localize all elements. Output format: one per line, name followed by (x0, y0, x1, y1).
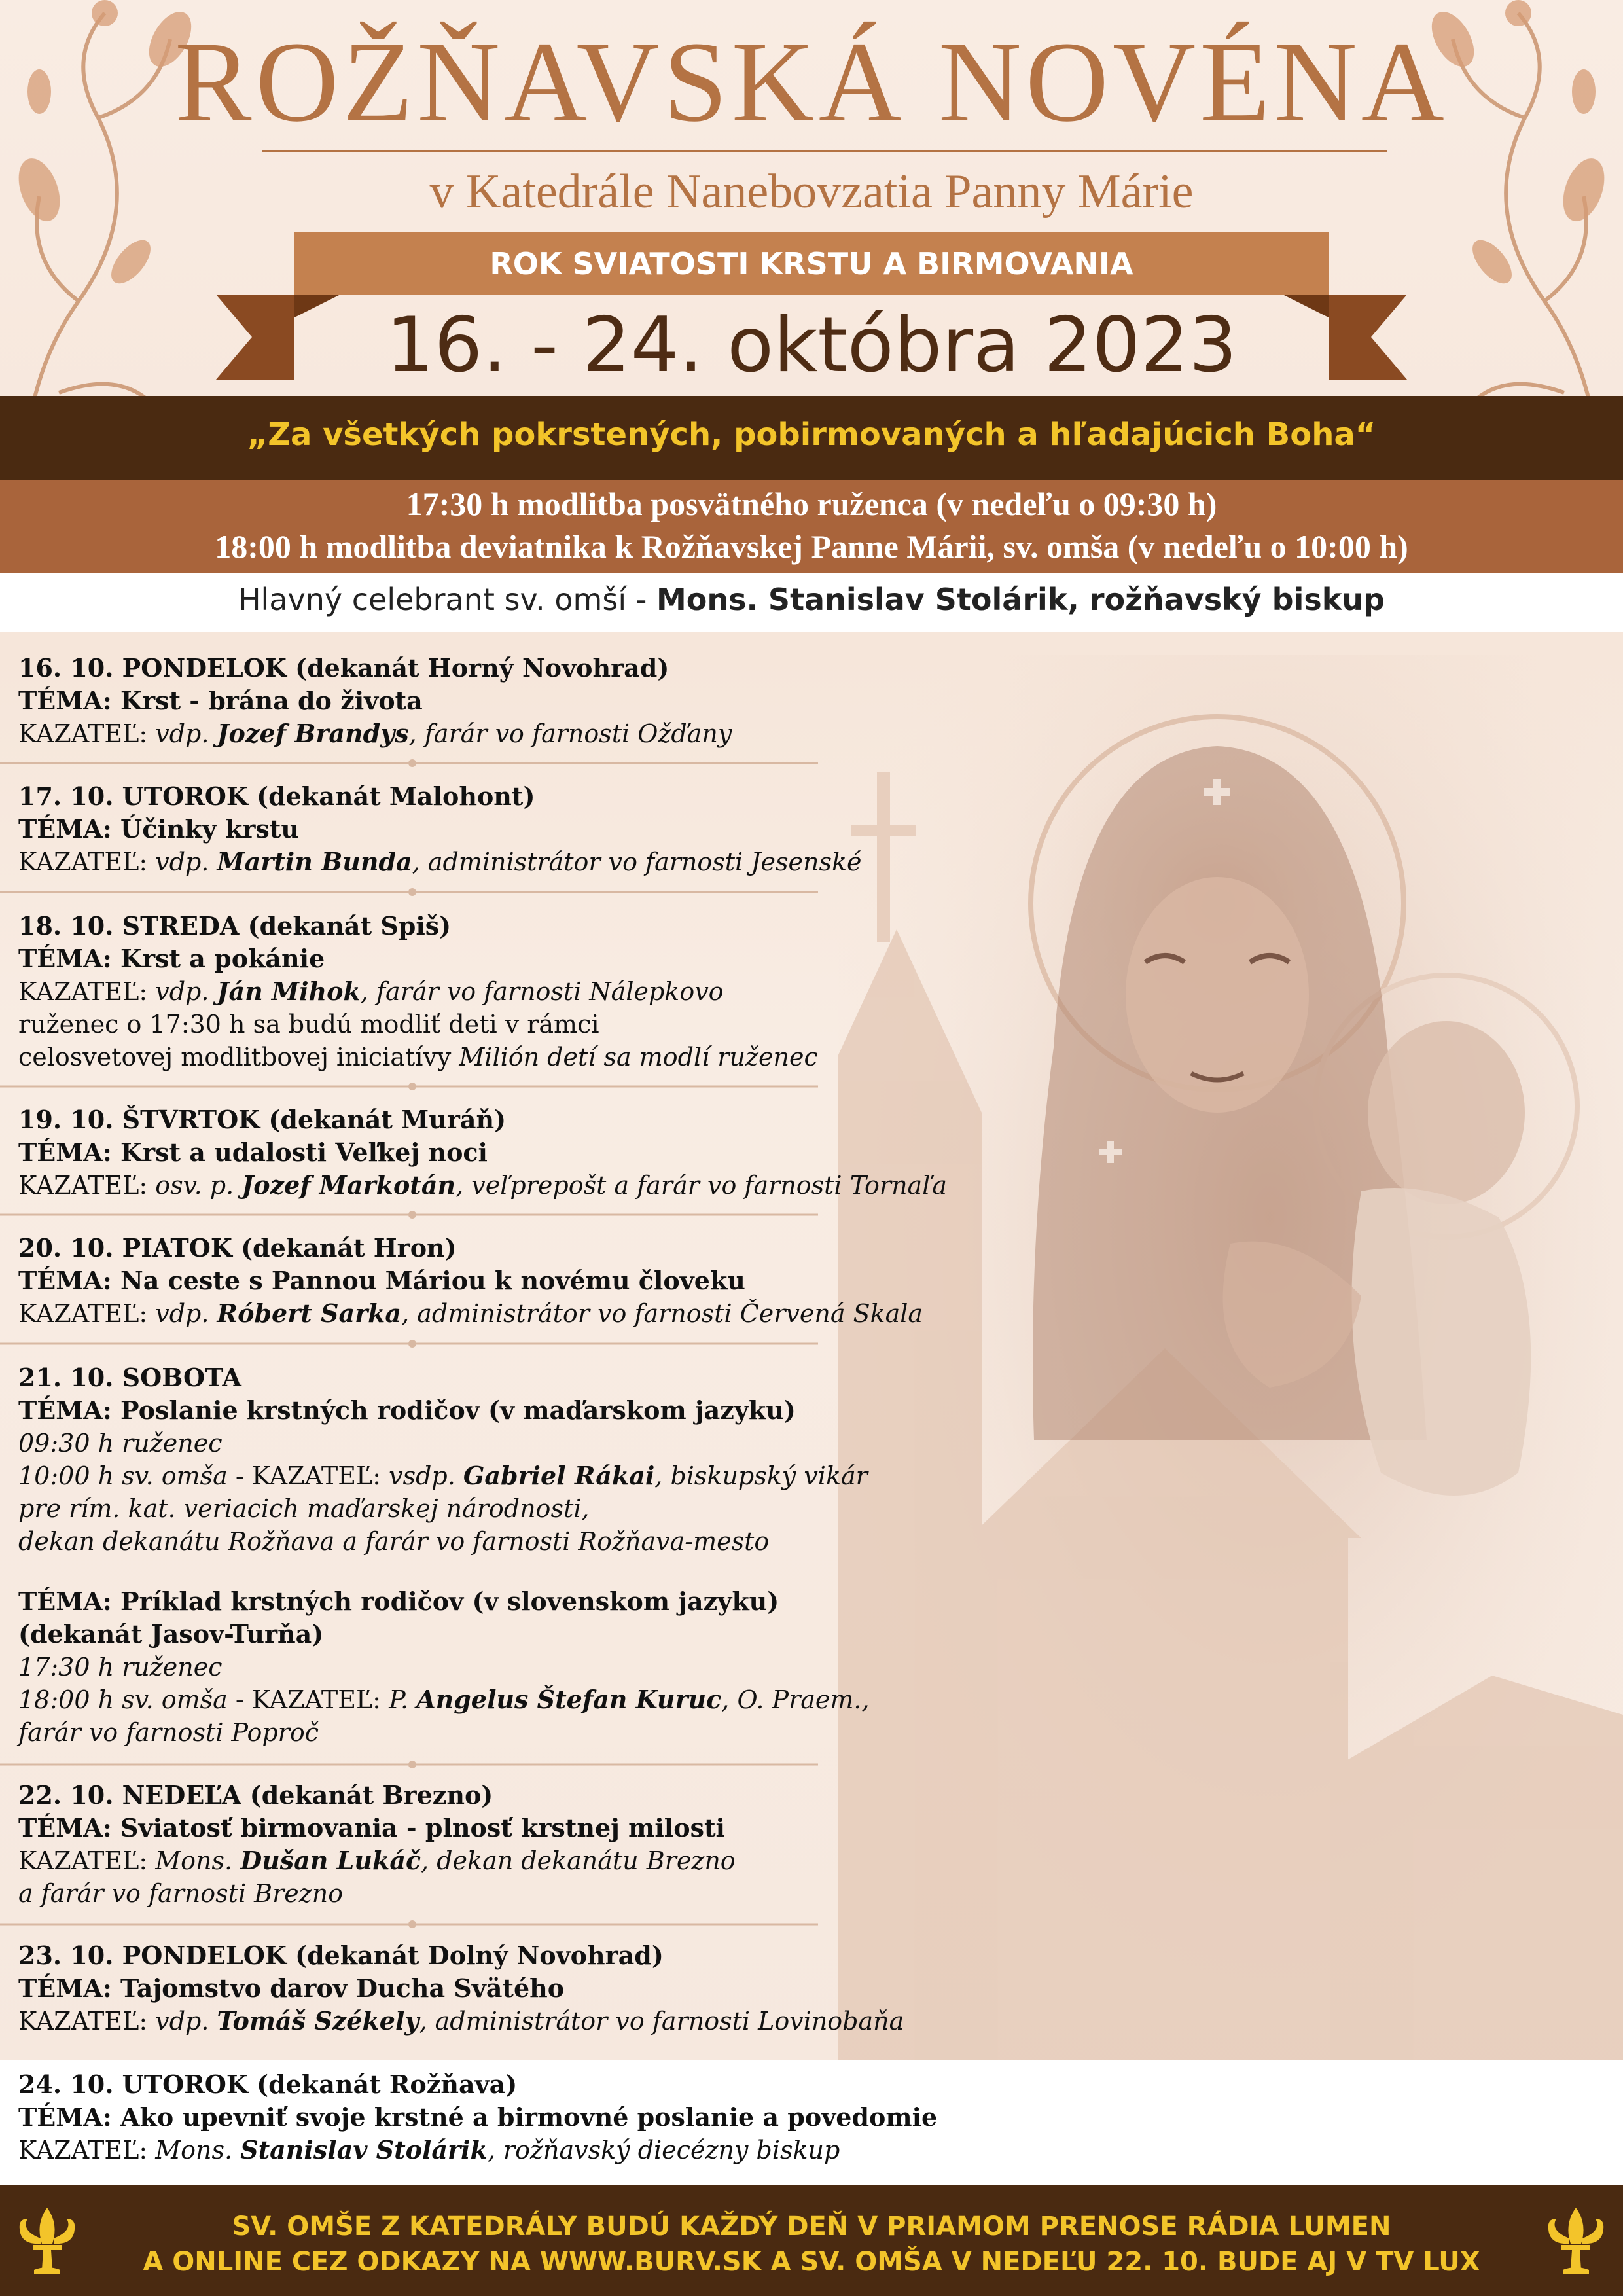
kazatel-role: , dekan dekanátu Brezno (421, 1846, 736, 1875)
kazatel-role: , O. Praem., (721, 1685, 870, 1714)
kazatel-role: , administrátor vo farnosti Červená Skala (401, 1299, 923, 1328)
kazatel-name: Gabriel Rákai (463, 1461, 655, 1490)
tema-label: TÉMA: (18, 686, 112, 715)
kazatel-label: KAZATEĽ: (18, 848, 148, 876)
poster-title: ROŽŇAVSKÁ NOVÉNA (175, 18, 1448, 146)
initiative-name: Milión detí sa modlí ruženec (459, 1043, 818, 1071)
kazatel-name: Angelus Štefan Kuruc (416, 1685, 722, 1714)
kazatel-role: , veľprepošt a farár vo farnosti Tornaľa (455, 1171, 948, 1200)
day-19-10 (18, 1103, 1000, 1202)
kazatel-name: Stanislav Stolárik (240, 2135, 488, 2164)
kazatel-name: Jozef Markotán (241, 1170, 456, 1200)
tema-deanery: (dekanát Jasov-Turňa) (18, 1619, 324, 1649)
kazatel-label: - KAZATEĽ: (227, 1685, 382, 1714)
tema-text: Krst a pokánie (111, 944, 325, 973)
kazatel-name: Jozef Brandys (217, 719, 409, 748)
tema-label: TÉMA: (18, 2102, 112, 2132)
ribbon-label: ROK SVIATOSTI KRSTU A BIRMOVANIA (490, 246, 1133, 281)
tema-text: Sviatosť birmovania - plnosť krstnej milosti (111, 1813, 725, 1842)
kazatel-title: P. (381, 1685, 417, 1714)
separator-line (0, 1210, 818, 1220)
day-heading: 18. 10. STREDA (dekanát Spiš) (18, 911, 452, 941)
kazatel-label: KAZATEĽ: (18, 1846, 148, 1875)
tema-text: Účinky krstu (111, 814, 299, 844)
kazatel-title: Mons. (147, 1846, 241, 1875)
day-heading: 24. 10. UTOROK (dekanát Rožňava) (18, 2070, 518, 2099)
separator-line (0, 1919, 818, 1929)
kazatel-name: Róbert Sarka (217, 1299, 402, 1328)
kazatel-role-cont: pre rím. kat. veriacich maďarskej národnosti, (18, 1494, 590, 1523)
kazatel-title: vdp. (147, 719, 217, 748)
day-heading: 20. 10. PIATOK (dekanát Hron) (18, 1233, 457, 1263)
separator-line (0, 1338, 818, 1349)
tema-label: TÉMA: (18, 1813, 112, 1842)
footer-line-2: A ONLINE CEZ ODKAZY NA WWW.BURV.SK A SV. OMŠA V NEDEĽU 22. 10. BUDE AJ V TV LUX (143, 2247, 1480, 2277)
kazatel-name: Ján Mihok (217, 977, 361, 1006)
rosary-note: ruženec o 17:30 h sa budú modliť deti v rámci (18, 1010, 599, 1039)
poster-subtitle: v Katedrále Nanebovzatia Panny Márie (429, 165, 1194, 219)
kazatel-title: osv. p. (147, 1171, 242, 1200)
tema-label: TÉMA: (18, 814, 112, 844)
kazatel-label: KAZATEĽ: (18, 1171, 148, 1200)
kazatel-role-cont: a farár vo farnosti Brezno (18, 1879, 344, 1908)
day-heading: 23. 10. PONDELOK (dekanát Dolný Novohrad) (18, 1941, 664, 1970)
day-24-10 (18, 2068, 1000, 2166)
kazatel-label: - KAZATEĽ: (227, 1462, 382, 1490)
day-heading: 16. 10. PONDELOK (dekanát Horný Novohrad) (18, 653, 669, 683)
day-heading: 21. 10. SOBOTA (18, 1363, 241, 1392)
kazatel-title: vdp. (147, 848, 217, 876)
kazatel-label: KAZATEĽ: (18, 719, 148, 748)
kazatel-name: Tomáš Székely (217, 2006, 419, 2036)
day-16-10 (18, 652, 1000, 750)
kazatel-role: , farár vo farnosti Ožďany (408, 719, 732, 748)
kazatel-role: , farár vo farnosti Nálepkovo (360, 977, 724, 1006)
tema-text: Poslanie krstných rodičov (v maďarskom jazyku) (111, 1395, 796, 1425)
day-22-10 (18, 1779, 1000, 1910)
kazatel-title: vdp. (147, 1299, 217, 1328)
mass-time: 10:00 h sv. omša (18, 1462, 228, 1490)
kazatel-role: , biskupský vikár (654, 1462, 868, 1490)
kazatel-title: vdp. (147, 2007, 217, 2036)
kazatel-role: , administrátor vo farnosti Jesenské (412, 848, 862, 876)
tema-text: Na ceste s Pannou Máriou k novému človeku (111, 1266, 745, 1295)
kazatel-title: vsdp. (381, 1462, 463, 1490)
day-heading: 17. 10. UTOROK (dekanát Malohont) (18, 781, 535, 811)
kazatel-label: KAZATEĽ: (18, 1299, 148, 1328)
tema-label: TÉMA: (18, 1138, 112, 1167)
day-21-10 (18, 1361, 1000, 1749)
kazatel-title: Mons. (147, 2136, 241, 2164)
kazatel-role: , administrátor vo farnosti Lovinobaňa (419, 2007, 904, 2036)
schedule-line-rosary: 17:30 h modlitba posvätného ruženca (v nedeľu o 09:30 h) (406, 486, 1217, 522)
celebrant-name: Mons. Stanislav Stolárik, rožňavský biskup (656, 582, 1385, 617)
tema-label: TÉMA: (18, 944, 112, 973)
day-heading: 22. 10. NEDEĽA (dekanát Brezno) (18, 1780, 493, 1810)
tema-label: TÉMA: (18, 1395, 112, 1425)
kazatel-label: KAZATEĽ: (18, 977, 148, 1006)
day-23-10 (18, 1939, 1000, 2037)
kazatel-label: KAZATEĽ: (18, 2136, 148, 2164)
day-18-10 (18, 910, 1000, 1073)
separator-line (0, 1081, 818, 1092)
mass-time: 18:00 h sv. omša (18, 1685, 228, 1714)
day-20-10 (18, 1232, 1000, 1330)
fleur-de-lis-icon (1543, 2204, 1609, 2276)
kazatel-role-cont: farár vo farnosti Poproč (18, 1718, 319, 1747)
kazatel-label: KAZATEĽ: (18, 2007, 148, 2036)
tema-text: Tajomstvo darov Ducha Svätého (111, 1973, 565, 2003)
tema-text: Príklad krstných rodičov (v slovenskom jazyku) (111, 1587, 779, 1616)
tema-text: Krst - brána do života (111, 686, 423, 715)
footer-line-1: SV. OMŠE Z KATEDRÁLY BUDÚ KAŽDÝ DEŇ V PRIAMOM PRENOSE RÁDIA LUMEN (232, 2212, 1391, 2242)
schedule-line-mass: 18:00 h modlitba deviatnika k Rožňavskej Panne Márii, sv. omša (v nedeľu o 10:00 h) (215, 528, 1408, 565)
tema-label: TÉMA: (18, 1266, 112, 1295)
celebrant-prefix: Hlavný celebrant sv. omší - (238, 582, 656, 617)
tema-text: Ako upevniť svoje krstné a birmovné poslanie a povedomie (111, 2102, 938, 2132)
title-divider (262, 150, 1387, 152)
event-date: 16. - 24. októbra 2023 (385, 301, 1238, 389)
day-17-10 (18, 780, 1000, 878)
tema-text: Krst a udalosti Veľkej noci (111, 1138, 488, 1167)
tema-label: TÉMA: (18, 1587, 112, 1616)
separator-line (0, 887, 818, 897)
main-celebrant (0, 584, 1623, 615)
kazatel-role: , rožňavský diecézny biskup (487, 2136, 840, 2164)
rosary-time: 09:30 h ruženec (18, 1429, 223, 1458)
tema-label: TÉMA: (18, 1973, 112, 2003)
kazatel-name: Martin Bunda (217, 847, 412, 876)
motto: „Za všetkých pokrstených, pobirmovaných a hľadajúcich Boha“ (247, 416, 1376, 453)
kazatel-name: Dušan Lukáč (240, 1846, 421, 1875)
kazatel-role-cont: dekan dekanátu Rožňava a farár vo farnosti Rožňava-mesto (18, 1527, 770, 1556)
initiative-note: celosvetovej modlitbovej iniciatívy (18, 1043, 459, 1071)
fleur-de-lis-icon (14, 2204, 80, 2276)
separator-line (0, 758, 818, 768)
day-heading: 19. 10. ŠTVRTOK (dekanát Muráň) (18, 1105, 507, 1134)
kazatel-title: vdp. (147, 977, 217, 1006)
separator-line (0, 1759, 818, 1770)
rosary-time: 17:30 h ruženec (18, 1653, 223, 1681)
